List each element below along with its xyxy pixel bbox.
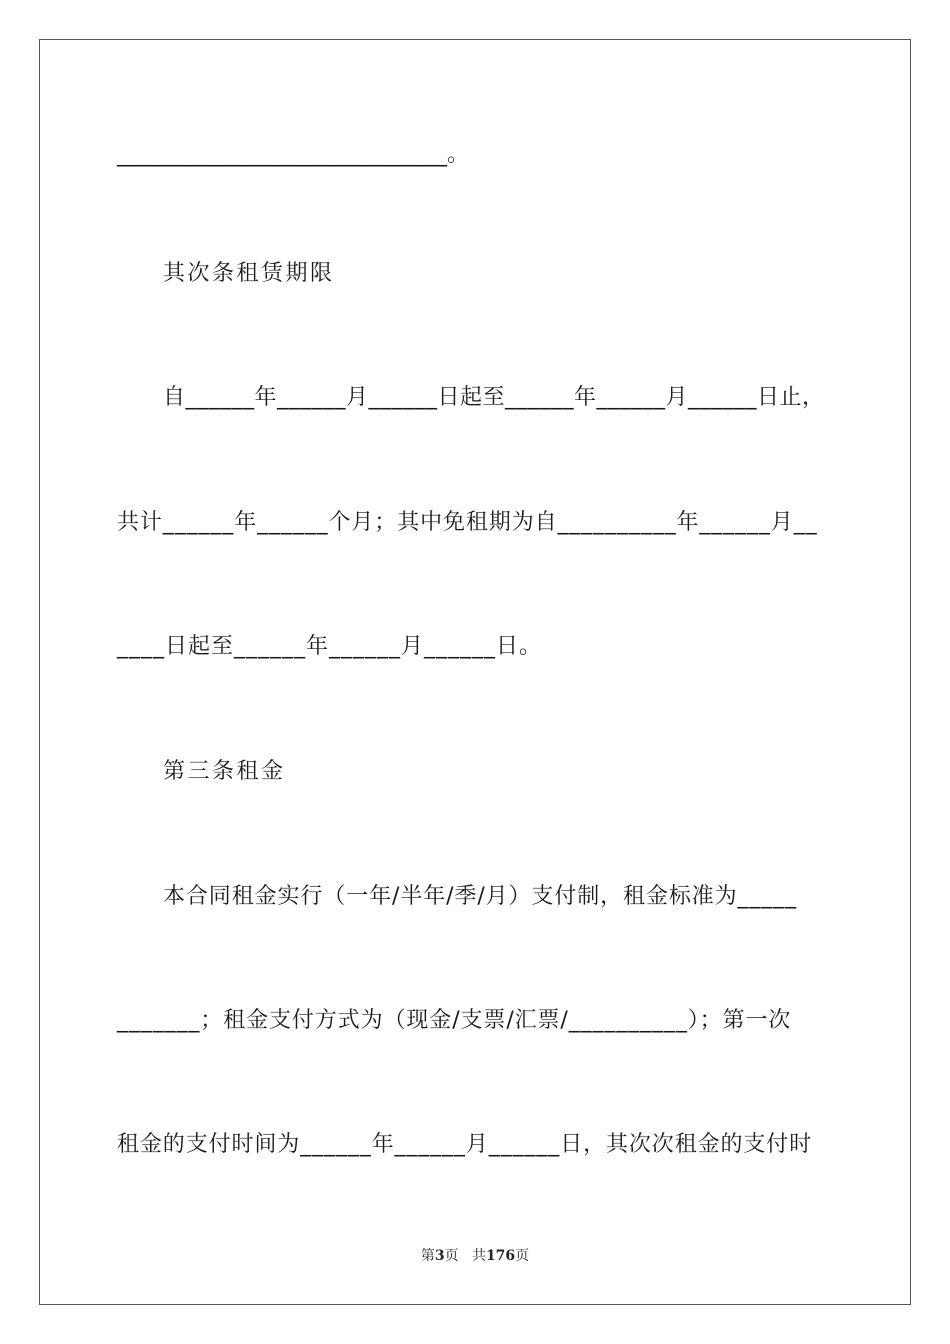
- page-frame: [39, 39, 911, 1305]
- blank-line-ending: ______________________________。: [117, 142, 470, 167]
- page-footer: [0, 1246, 950, 1266]
- page-suffix: 页: [444, 1248, 459, 1264]
- article-3-heading: 第三条租金: [163, 759, 286, 784]
- total-prefix: 共: [471, 1248, 486, 1264]
- page-number: 3: [434, 1248, 445, 1264]
- total-suffix: 页: [515, 1248, 530, 1264]
- rent-line-3: 租金的支付时间为______年______月______日，其次次租金的支付时: [117, 1132, 813, 1157]
- rent-line-2: _______；租金支付方式为（现金/支票/汇票/__________）；第一次: [117, 1008, 792, 1033]
- total-pages: 176: [485, 1248, 516, 1264]
- article-2-heading: 其次条租赁期限: [163, 261, 335, 286]
- lease-term-line-2: 共计______年______个月；其中免租期为自__________年______月__: [117, 510, 818, 535]
- lease-term-line-1: 自______年______月______日起至______年______月______日止，: [163, 385, 825, 410]
- lease-term-line-3: ____日起至______年______月______日。: [117, 634, 543, 659]
- page-prefix: 第: [420, 1248, 435, 1264]
- rent-line-1: 本合同租金实行（一年/半年/季/月）支付制，租金标准为_____: [163, 884, 798, 909]
